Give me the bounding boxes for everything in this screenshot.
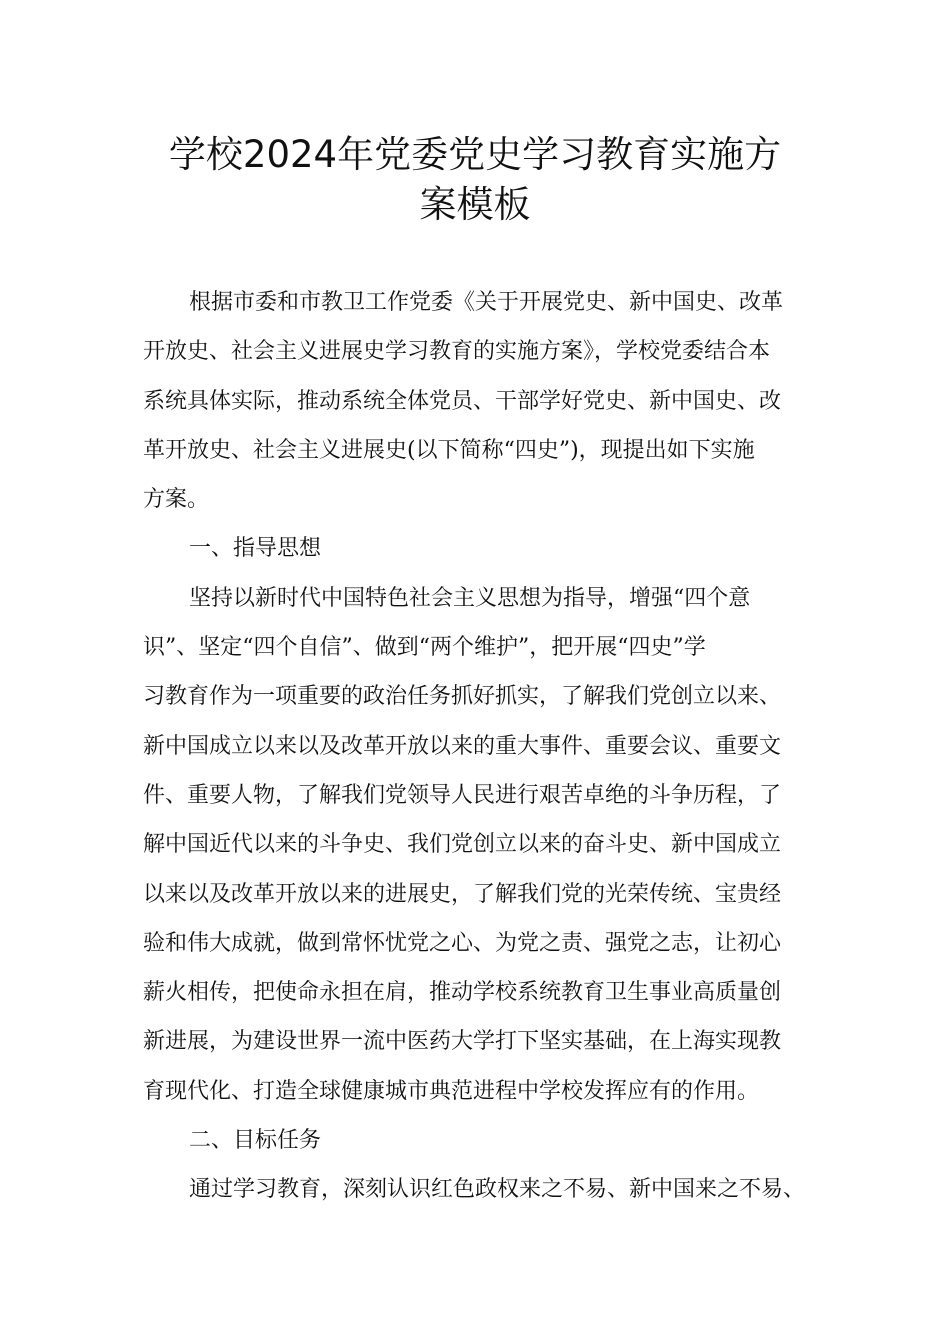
- body-line: 育现代化、打造全球健康城市典范进程中学校发挥应有的作用。: [143, 1078, 760, 1104]
- body-line: 薪火相传，把使命永担在肩，推动学校系统教育卫生事业高质量创: [143, 980, 782, 1006]
- body-line: 方案。: [143, 487, 210, 513]
- document-title-line-2: 案模板: [419, 183, 531, 226]
- document-body: [143, 278, 823, 1215]
- body-line: 系统具体实际，推动系统全体党员、干部学好党史、新中国史、改: [143, 388, 782, 414]
- body-line: 件、重要人物，了解我们党领导人民进行艰苦卓绝的斗争历程，了: [143, 782, 782, 808]
- body-line: 根据市委和市教卫工作党委《关于开展党史、新中国史、改革: [189, 290, 784, 315]
- body-line: 革开放史、社会主义进展史(以下简称“四史”)，现提出如下实施: [143, 437, 755, 463]
- body-line: 通过学习教育，深刻认识红色政权来之不易、新中国来之不易、: [189, 1177, 806, 1203]
- body-line: 识”、坚定“四个自信”、做到“两个维护”，把开展“四史”学: [143, 635, 706, 661]
- document-title-line-1: 学校2024年党委党史学习教育实施方: [168, 133, 782, 176]
- section-heading-guiding-thought: 一、指导思想: [189, 536, 322, 562]
- body-line: 坚持以新时代中国特色社会主义思想为指导，增强“四个意: [189, 585, 751, 611]
- body-line: 新进展，为建设世界一流中医药大学打下坚实基础，在上海实现教: [143, 1029, 782, 1055]
- section-heading-goals-tasks: 二、目标任务: [189, 1128, 322, 1154]
- body-line: 习教育作为一项重要的政治任务抓好抓实，了解我们党创立以来、: [143, 684, 782, 710]
- body-line: 解中国近代以来的斗争史、我们党创立以来的奋斗史、新中国成立: [143, 832, 782, 858]
- body-line: 以来以及改革开放以来的进展史，了解我们党的光荣传统、宝贵经: [143, 881, 782, 907]
- body-line: 新中国成立以来以及改革开放以来的重大事件、重要会议、重要文: [143, 733, 782, 759]
- body-line: 开放史、社会主义进展史学习教育的实施方案》，学校党委结合本: [143, 339, 771, 365]
- body-line: 验和伟大成就，做到常怀忧党之心、为党之责、强党之志，让初心: [143, 930, 782, 956]
